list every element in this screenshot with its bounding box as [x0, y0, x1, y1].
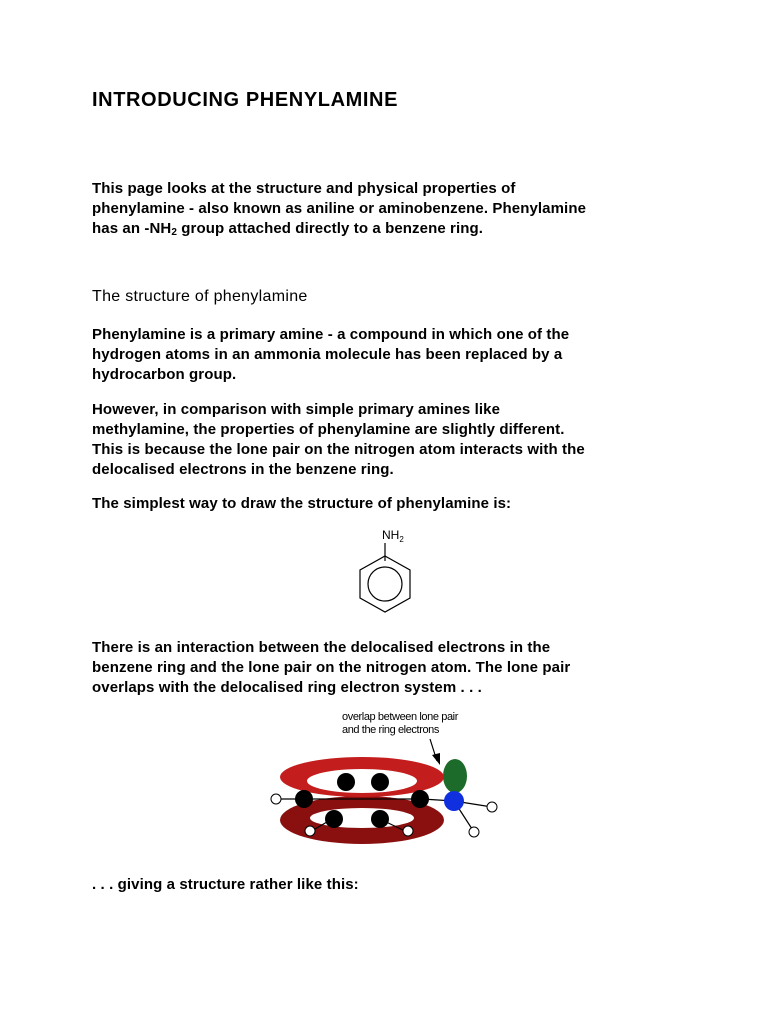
para2-line-4: delocalised electrons in the benzene ring. — [92, 461, 394, 478]
carbon-atom — [325, 810, 343, 828]
phenylamine-structure-diagram — [350, 524, 426, 614]
hydrogen-atom — [487, 802, 497, 812]
para2-line-2: methylamine, the properties of phenylamine are slightly different. — [92, 421, 565, 438]
overlap-label-line-1: overlap between lone pair — [342, 711, 458, 723]
paragraph-primary-amine — [92, 325, 692, 385]
hydrogen-atom — [271, 794, 281, 804]
section-heading: The structure of phenylamine — [92, 288, 308, 305]
para4-line-1: There is an interaction between the delocalised electrons in the — [92, 639, 551, 656]
nitrogen-atom — [444, 791, 464, 811]
para2-line-3: This is because the lone pair on the nitrogen atom interacts with the — [92, 441, 585, 458]
paragraph-giving-structure: . . . giving a structure rather like this: — [92, 876, 359, 893]
hydrogen-atom — [305, 826, 315, 836]
nh2-label: $NH_2$ — [382, 528, 404, 544]
para1-line-1: Phenylamine is a primary amine - a compound in which one of the — [92, 326, 570, 343]
intro-line-1: This page looks at the structure and physical properties of — [92, 180, 516, 197]
lone-pair-orbital — [443, 759, 467, 793]
intro-line-2: phenylamine - also known as aniline or aminobenzene. Phenylamine — [92, 200, 587, 217]
intro-paragraph — [92, 179, 692, 239]
intro-line-3-prefix: has an -NH — [92, 220, 172, 237]
orbital-overlap-diagram — [262, 705, 512, 855]
para4-line-3: overlaps with the delocalised ring electron system . . . — [92, 679, 482, 696]
paragraph-simplest-way: The simplest way to draw the structure of phenylamine is: — [92, 495, 512, 512]
para4-line-2: benzene ring and the lone pair on the nitrogen atom. The lone pair — [92, 659, 571, 676]
arrow-head-icon — [432, 753, 440, 765]
paragraph-comparison — [92, 400, 692, 480]
overlap-label-line-2: and the ring electrons — [342, 724, 439, 736]
carbon-atom — [411, 790, 429, 808]
intro-line-3-suffix: group attached directly to a benzene ring. — [177, 220, 484, 237]
para2-line-1: However, in comparison with simple primary amines like — [92, 401, 501, 418]
carbon-atom — [371, 773, 389, 791]
carbon-atom — [337, 773, 355, 791]
intro-subscript: 2 — [171, 227, 178, 238]
upper-ring-hole — [307, 769, 417, 793]
hydrogen-atom — [403, 826, 413, 836]
hydrogen-atom — [469, 827, 479, 837]
carbon-atom — [295, 790, 313, 808]
paragraph-interaction — [92, 638, 692, 698]
para1-line-2: hydrogen atoms in an ammonia molecule has been replaced by a — [92, 346, 563, 363]
delocalised-ring-circle — [368, 567, 402, 601]
carbon-atom — [371, 810, 389, 828]
para1-line-3: hydrocarbon group. — [92, 366, 237, 383]
page-title: INTRODUCING PHENYLAMINE — [92, 89, 399, 111]
